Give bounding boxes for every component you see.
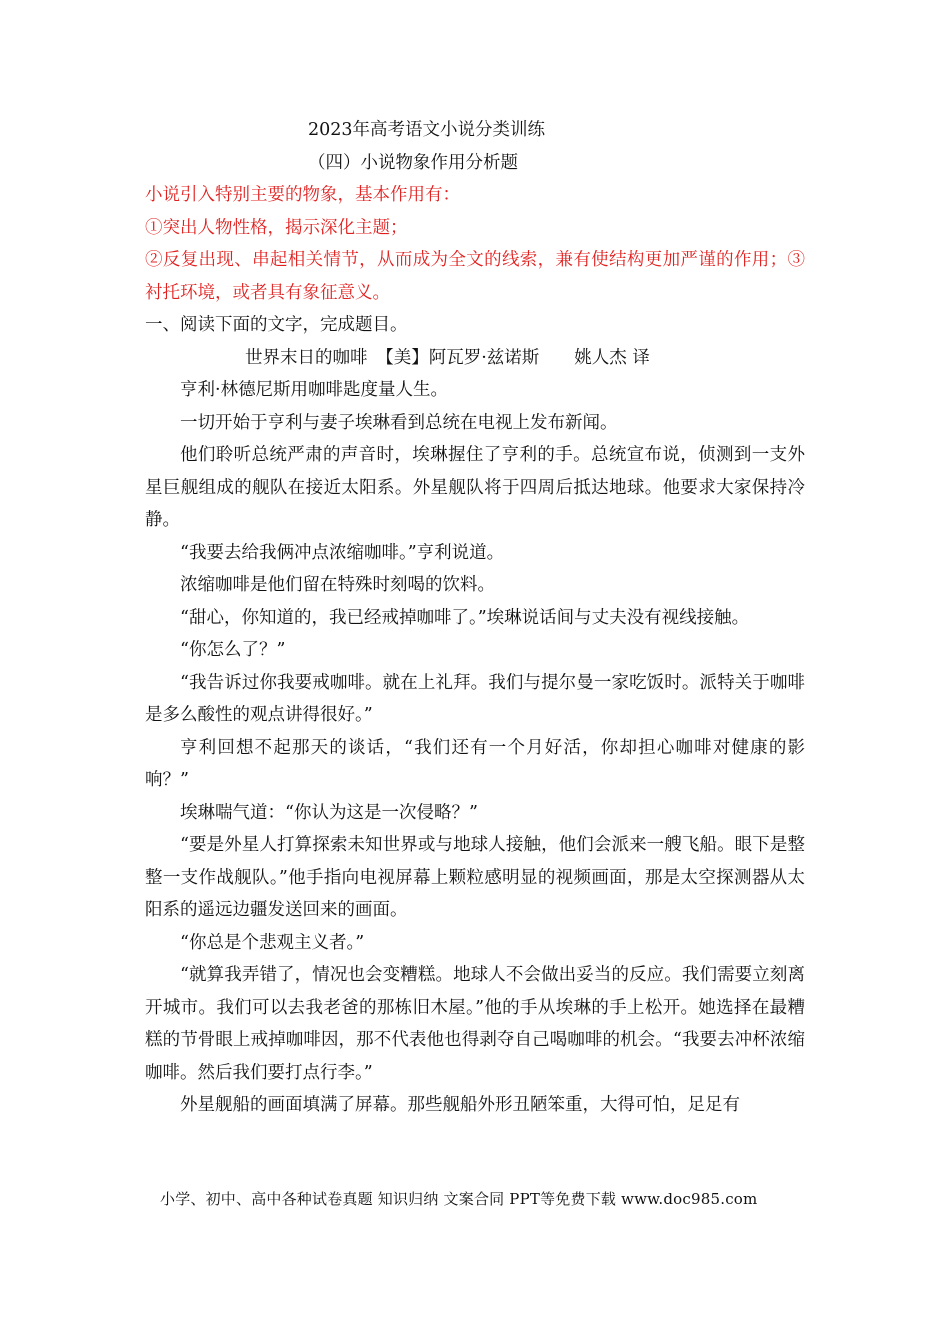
story-paragraph: “你怎么了？” (180, 640, 286, 660)
note-point-1: ①突出人物性格，揭示深化主题； (145, 217, 408, 238)
note-point-2: ②反复出现、串起相关情节，从而成为全文的线索，兼有使结构更加严谨的作用；③衬托环境，或者具有象征意义。 (145, 250, 805, 303)
story-paragraph: “甜心，你知道的，我已经戒掉咖啡了。”埃琳说话间与丈夫没有视线接触。 (180, 607, 750, 628)
story-paragraph: 埃琳喘气道：“你认为这是一次侵略？” (180, 802, 478, 823)
story-byline: 世界末日的咖啡 【美】阿瓦罗·兹诺斯 姚人杰 译 (245, 347, 650, 368)
story-paragraph: “我要去给我俩冲点浓缩咖啡。”亨利说道。 (180, 542, 505, 563)
story-paragraph: 亨利回想不起那天的谈话，“我们还有一个月好活，你却担心咖啡对健康的影响？” (145, 737, 805, 790)
story-paragraph: 一切开始于亨利与妻子埃琳看到总统在电视上发布新闻。 (180, 412, 618, 433)
story-paragraph: “你总是个悲观主义者。” (180, 932, 365, 953)
story-paragraph: 亨利·林德尼斯用咖啡匙度量人生。 (180, 380, 449, 400)
story-paragraph: “我告诉过你我要戒咖啡。就在上礼拜。我们与提尔曼一家吃饭时。派特关于咖啡是多么酸性的观点讲得很好。” (145, 672, 805, 725)
document-title: 2023年高考语文小说分类训练 (308, 120, 546, 140)
story-paragraph: “就算我弄错了，情况也会变糟糕。地球人不会做出妥当的反应。我们需要立刻离开城市。我们可以去我老爸的那栋旧木屋。”他的手从埃琳的手上松开。她选择在最糟糕的节骨眼上戒掉咖啡因，那不代表他也得剥夺自己喝咖啡的机会。“我要去冲杯浓缩咖啡。然后我们要打点行李。” (145, 965, 805, 1083)
story-paragraph: 外星舰船的画面填满了屏幕。那些舰船外形丑陋笨重，大得可怕，足足有 (180, 1095, 740, 1115)
document-body (145, 114, 805, 1122)
page-footer: 小学、初中、高中各种试卷真题 知识归纳 文案合同 PPT等免费下载 www.doc985.com (160, 1190, 758, 1208)
story-paragraph: 浓缩咖啡是他们留在特殊时刻喝的饮料。 (180, 575, 495, 595)
story-paragraph: “要是外星人打算探索未知世界或与地球人接触，他们会派来一艘飞船。眼下是整整一支作战舰队。”他手指向电视屏幕上颗粒感明显的视频画面，那是太空探测器从太阳系的遥远边疆发送回来的画面。 (145, 835, 805, 920)
story-paragraph: 他们聆听总统严肃的声音时，埃琳握住了亨利的手。总统宣布说，侦测到一支外星巨舰组成的舰队在接近太阳系。外星舰队将于四周后抵达地球。他要求大家保持冷静。 (145, 445, 805, 530)
document-subtitle: （四）小说物象作用分析题 (308, 152, 518, 173)
question-instruction: 一、阅读下面的文字，完成题目。 (145, 315, 408, 335)
note-intro: 小说引入特别主要的物象，基本作用有： (145, 185, 460, 205)
